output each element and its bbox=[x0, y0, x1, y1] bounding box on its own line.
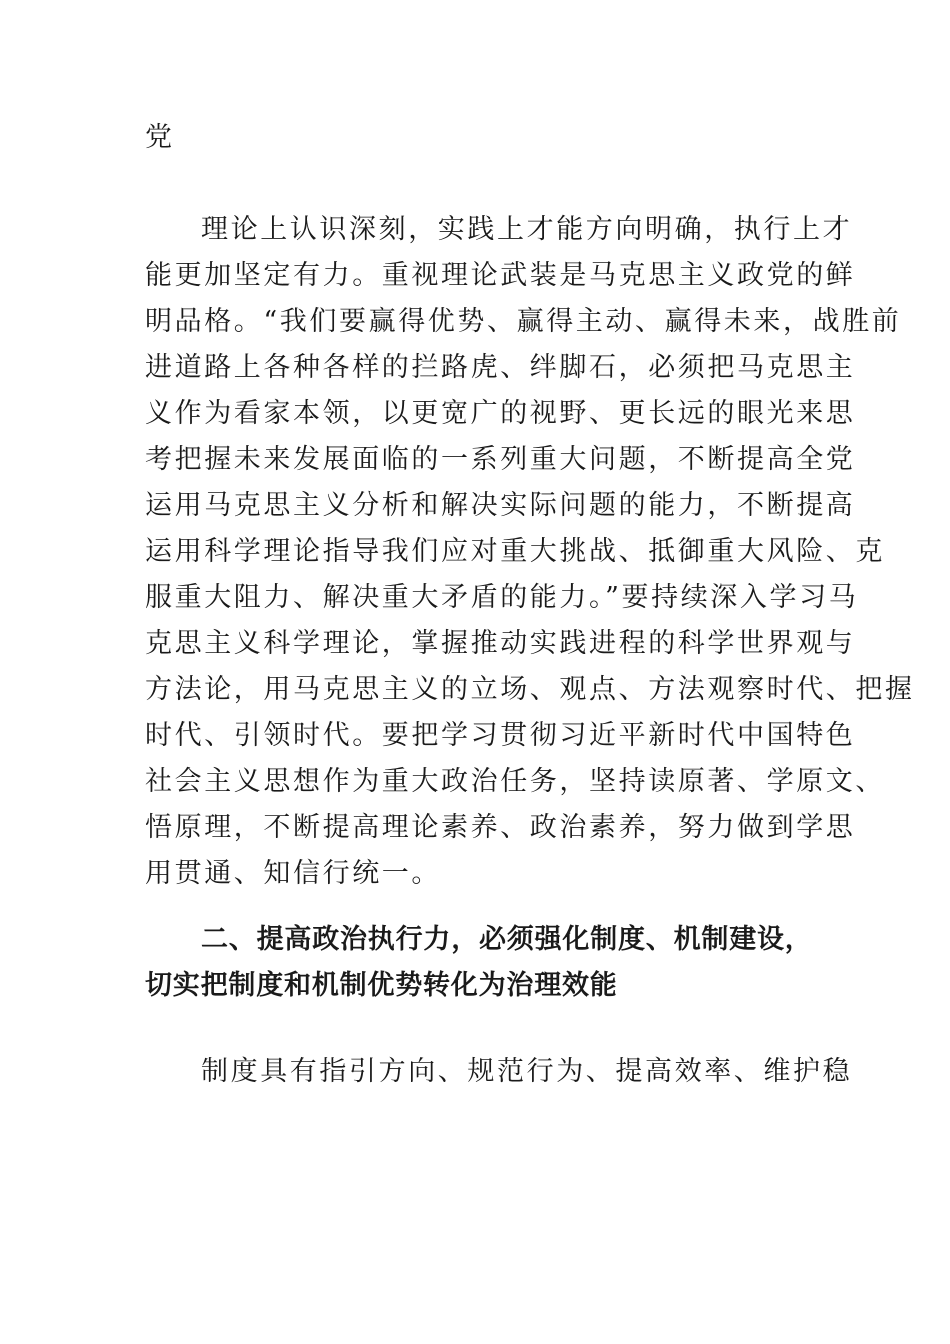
paragraph-line: 制度具有指引方向、规范行为、提高效率、维护稳 bbox=[201, 1056, 853, 1087]
heading-line: 二、提高政治执行力，必须强化制度、机制建设， bbox=[201, 924, 813, 955]
paragraph-line: 时代、引领时代。要把学习贯彻习近平新时代中国特色 bbox=[145, 720, 856, 751]
paragraph-line: 考把握未来发展面临的一系列重大问题，不断提高全党 bbox=[145, 444, 856, 475]
paragraph-line: 方法论，用马克思主义的立场、观点、方法观察时代、把握 bbox=[145, 674, 915, 705]
paragraph-line: 理论上认识深刻，实践上才能方向明确，执行上才 bbox=[201, 214, 853, 245]
paragraph-line: 能更加坚定有力。重视理论武装是马克思主义政党的鲜 bbox=[145, 260, 856, 291]
page-top-fragment: 党 bbox=[145, 122, 175, 153]
paragraph-line: 社会主义思想作为重大政治任务，坚持读原著、学原文、 bbox=[145, 766, 885, 797]
paragraph-line: 克思主义科学理论，掌握推动实践进程的科学世界观与 bbox=[145, 628, 856, 659]
paragraph-line: 进道路上各种各样的拦路虎、绊脚石，必须把马克思主 bbox=[145, 352, 856, 383]
paragraph-line: 悟原理，不断提高理论素养、政治素养，努力做到学思 bbox=[145, 812, 856, 843]
paragraph-line: 明品格。“我们要赢得优势、赢得主动、赢得未来，战胜前 bbox=[145, 306, 902, 337]
paragraph-line: 用贯通、知信行统一。 bbox=[145, 858, 441, 889]
heading-line: 切实把制度和机制优势转化为治理效能 bbox=[145, 970, 618, 1001]
paragraph-line: 运用马克思主义分析和解决实际问题的能力，不断提高 bbox=[145, 490, 856, 521]
paragraph-line: 服重大阻力、解决重大矛盾的能力。”要持续深入学习马 bbox=[145, 582, 859, 613]
paragraph-line: 运用科学理论指导我们应对重大挑战、抵御重大风险、克 bbox=[145, 536, 885, 567]
paragraph-line: 义作为看家本领，以更宽广的视野、更长远的眼光来思 bbox=[145, 398, 856, 429]
